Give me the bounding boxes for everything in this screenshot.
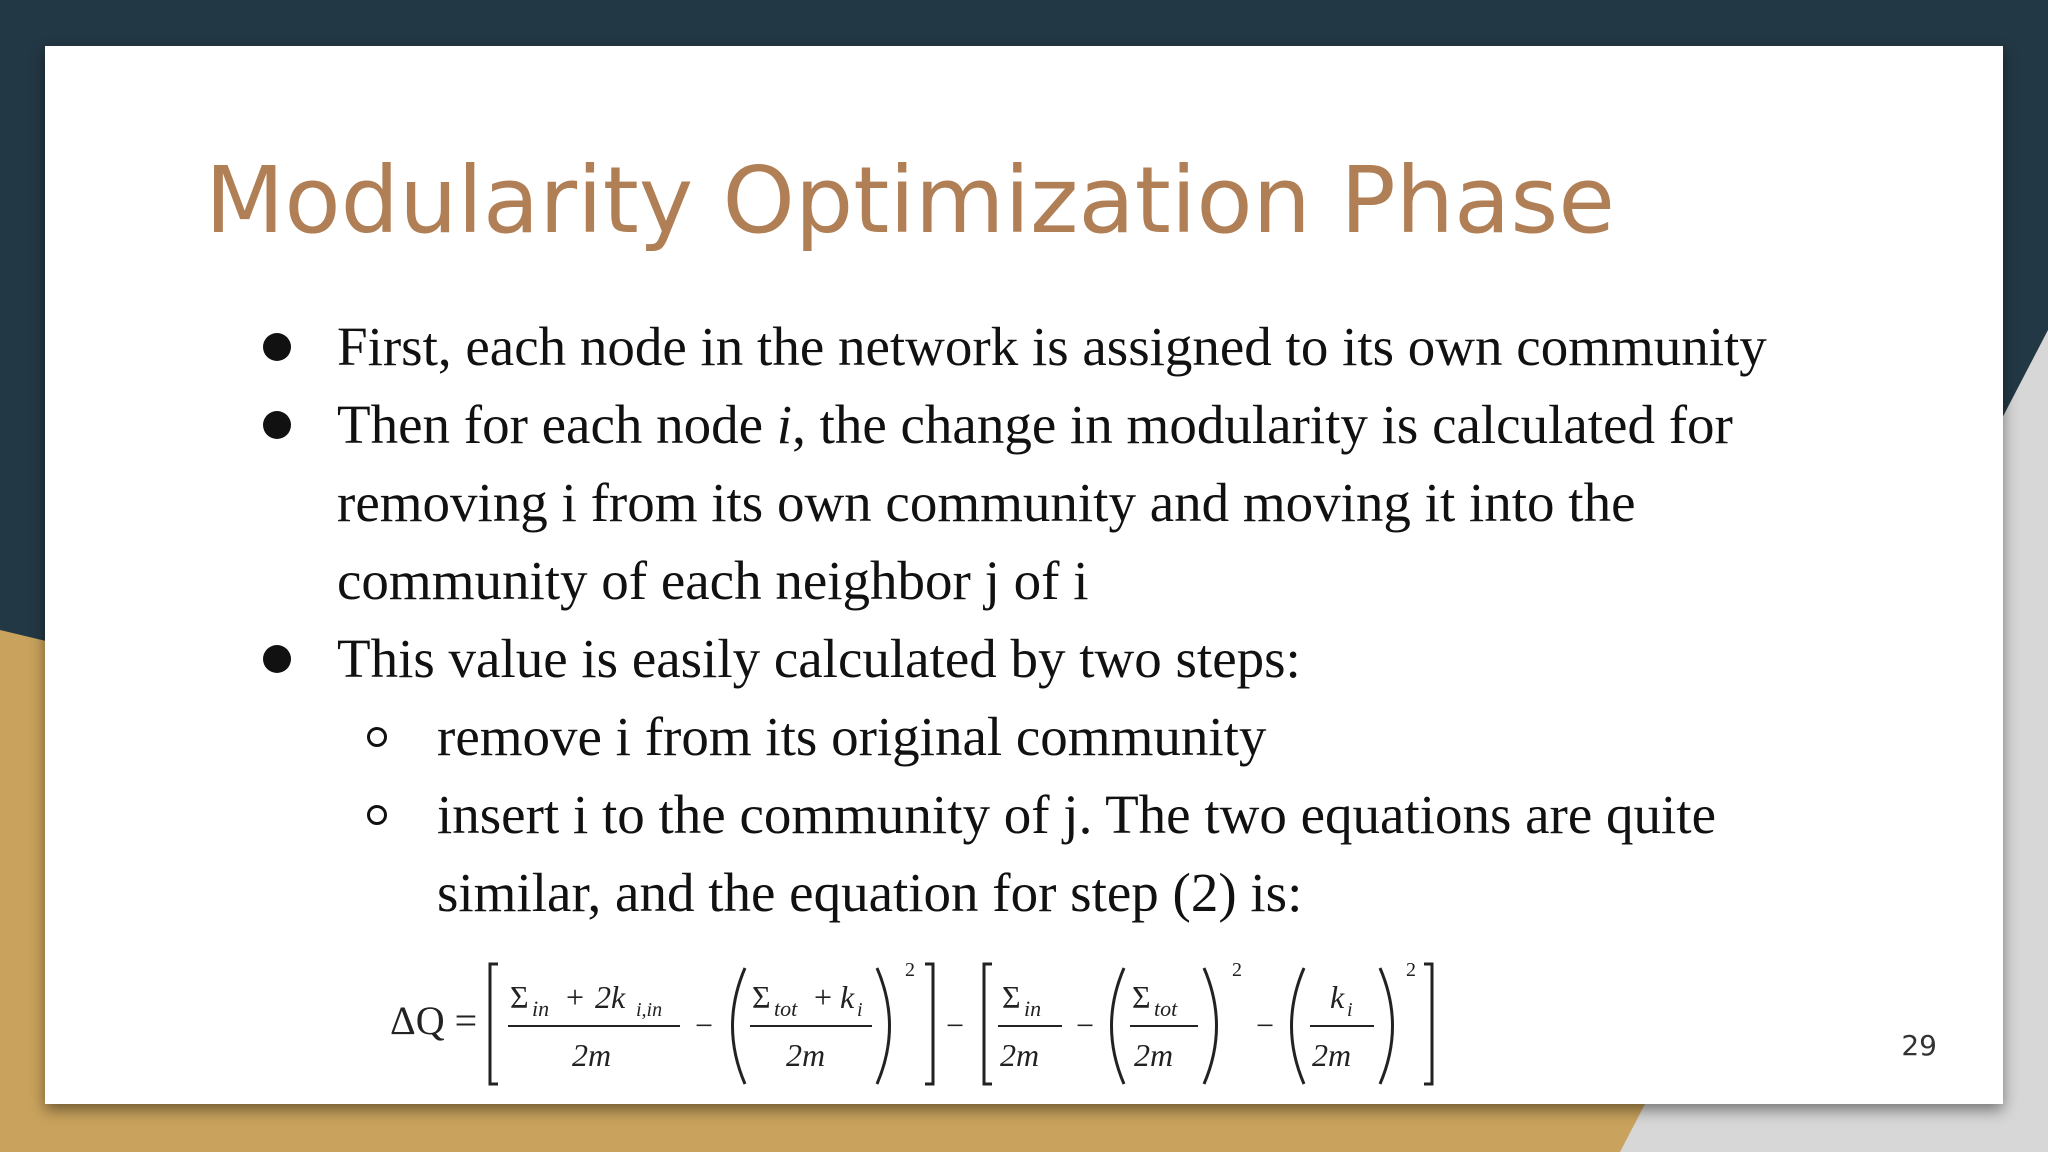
bracket-left-2 bbox=[984, 964, 992, 1084]
two-k: 2k bbox=[595, 979, 626, 1015]
bullet-dot bbox=[263, 333, 291, 361]
sigma: Σ bbox=[752, 979, 771, 1015]
sub-bullet-2-line-1: insert i to the community of j. The two equations are quite bbox=[437, 784, 1716, 845]
sub-bullet-2-line-2: similar, and the equation for step (2) is: bbox=[437, 862, 1303, 923]
paren-right bbox=[1380, 968, 1393, 1084]
sigma: Σ bbox=[1002, 979, 1021, 1015]
plus-sign: + bbox=[566, 979, 585, 1015]
slide-title: Modularity Optimization Phase bbox=[205, 147, 1615, 254]
bullet-2-line-3: community of each neighbor j of i bbox=[337, 550, 1089, 611]
subscript-in: in bbox=[532, 996, 550, 1021]
node-variable: i bbox=[776, 394, 793, 455]
bullet-2-line-2: removing i from its own community and moving it into the bbox=[337, 472, 1636, 533]
subscript-in: in bbox=[1024, 996, 1042, 1021]
modularity-equation bbox=[390, 956, 1560, 1096]
slide bbox=[45, 46, 2003, 1104]
minus-sign: − bbox=[1256, 1007, 1275, 1043]
denominator-2m: 2m bbox=[572, 1037, 612, 1073]
bullet-list bbox=[45, 46, 2003, 1104]
subscript-tot: tot bbox=[774, 996, 798, 1021]
equation-lhs: ΔQ = bbox=[390, 998, 478, 1043]
denominator-2m: 2m bbox=[1134, 1037, 1174, 1073]
bracket-right-2 bbox=[1424, 964, 1432, 1084]
plus-sign: + bbox=[814, 979, 833, 1015]
sigma: Σ bbox=[510, 979, 529, 1015]
paren-left bbox=[733, 968, 746, 1084]
sub-bullet-1-text: remove i from its original community bbox=[437, 706, 1267, 767]
denominator-2m: 2m bbox=[786, 1037, 826, 1073]
bullet-dot bbox=[263, 645, 291, 673]
subscript-i-in: i,in bbox=[636, 999, 663, 1021]
subscript-i: i bbox=[857, 999, 863, 1021]
bracket-left-1 bbox=[490, 964, 498, 1084]
bullet-3-text: This value is easily calculated by two steps: bbox=[337, 628, 1301, 689]
sigma: Σ bbox=[1132, 979, 1151, 1015]
paren-right bbox=[1204, 968, 1217, 1084]
bullet-dot bbox=[263, 411, 291, 439]
bullet-2-line-1-post: , the change in modularity is calculated for bbox=[792, 394, 1733, 455]
bracket-right-1 bbox=[925, 964, 933, 1084]
subscript-tot: tot bbox=[1154, 996, 1178, 1021]
k-var: k bbox=[840, 979, 855, 1015]
minus-sign: − bbox=[1076, 1007, 1095, 1043]
k-var: k bbox=[1330, 979, 1345, 1015]
superscript-2: 2 bbox=[905, 959, 915, 981]
denominator-2m: 2m bbox=[1000, 1037, 1040, 1073]
sub-bullet-circle bbox=[367, 805, 387, 825]
bullet-1-text: First, each node in the network is assigned to its own community bbox=[337, 316, 1767, 377]
subscript-i: i bbox=[1347, 999, 1353, 1021]
paren-left bbox=[1112, 968, 1125, 1084]
paren-left bbox=[1292, 968, 1305, 1084]
bullet-2-line-1-pre: Then for each node bbox=[337, 394, 777, 455]
superscript-2: 2 bbox=[1232, 959, 1242, 981]
sub-bullet-circle bbox=[367, 727, 387, 747]
bullet-2-line-1 bbox=[337, 386, 1733, 464]
page-number: 29 bbox=[1901, 1029, 1937, 1062]
minus-sign: − bbox=[695, 1007, 714, 1043]
minus-sign: − bbox=[946, 1007, 965, 1043]
paren-right bbox=[877, 968, 890, 1084]
denominator-2m: 2m bbox=[1312, 1037, 1352, 1073]
superscript-2: 2 bbox=[1406, 959, 1416, 981]
